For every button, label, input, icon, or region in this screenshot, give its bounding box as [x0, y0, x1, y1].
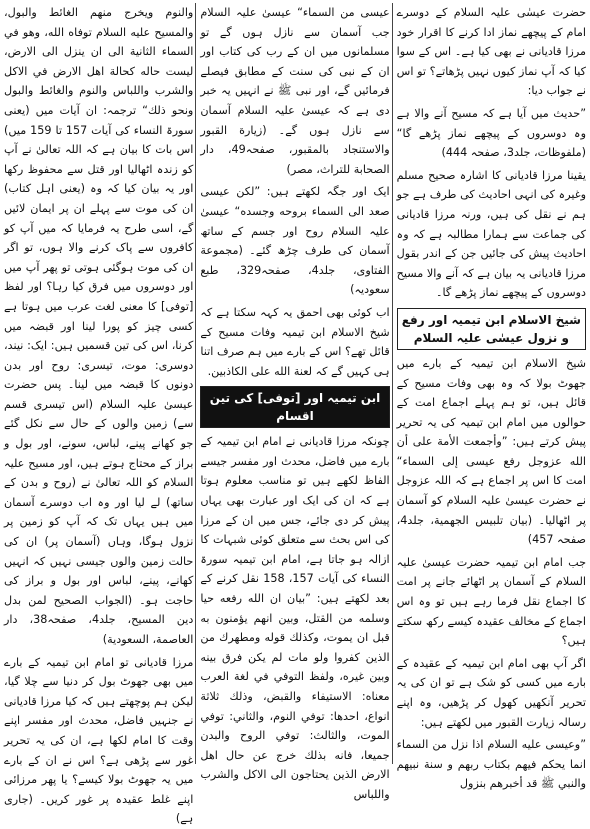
- paragraph: عیسى من السماء“ عیسیٰ علیہ السلام جب آسمان سے نازل ہوں گے تو مسلمانوں میں ان کے رب کی کتاب اور ان کے نبی کی سنت کے مطابق فیصلے فرمائیں گے، اور نبی ﷺ نے انہیں یہ خبر دی ہے کہ عیسیٰ علیہ السلام آسمان سے نازل ہوں گے۔ (زيارة القبور والاستنجاد بالمقبور، صفحہ49، دار الصحابة للتراث، مصر): [200, 6, 390, 176]
- paragraph: جب امام ابن تیمیہ حضرت عیسیٰ علیہ السلام کے آسمان پر اٹھائے جانے پر امت کا اجماع نقل فرما رہے ہیں تو وہ اس اجماع کے مخالف عقیدہ کیسے رکھ سکتے ہیں؟: [396, 555, 586, 648]
- paragraph: اگر آپ بھی امام ابن تیمیہ کے عقیدہ کے بارے میں کسی کو شک ہے تو ان کی یہ تحریر آنکھیں کھول کر پڑھیں، وہ اپنے رسالہ زیارت القبور میں لکھتے ہیں:: [396, 656, 586, 729]
- paragraph: حضرت عیسٰی علیہ السلام کے دوسرے امام کے پیچھے نماز ادا کرنے کا اقرار خود مرزا قادیانی نے بھی کیا ہے۔ اس کے سوا کیا کہ آپ نماز کیوں نہیں پڑھاتے؟ تو اس نے جواب دیا:: [396, 6, 586, 98]
- paragraph: چونکہ مرزا قادیانی نے امام ابن تیمیہ کے بارے میں فاضل، محدث اور مفسر جیسے الفاظ لکھے ہیں تو مناسب معلوم ہوتا ہے کہ ان کی ایک اور عبارت بھی یہاں پیش کر دی جائے، جس میں ان کے مرزا کی اس بحث سے متعلق کوئی شبہات کا ازالہ ہو جاتا ہے، امام ابن تیمیہ سورۃ النساء کی آیات 157، 158 نقل کرنے کے بعد لکھتے ہیں: ”بيان ان الله رفعه حيا وسلمه من القتل، وبين انهم يؤمنون به قبل ان يموت، وكذلك قوله ومطهرك من الذين كفروا ولو مات لم يكن فرق بينه وبين غيره، ولفظ التوفي في لغة العرب معناه: الاستيفاء والقبض، وذلك ثلاثة انواع، احدها: توفي النوم، والثاني: توفي الموت، والثالث: توفي الروح والبدن جميعا، فانه بذلك خرج عن حال اهل الارض الذين يحتاجون الى الاكل والشرب واللباس: [200, 435, 390, 801]
- paragraph: شیخ الاسلام ابن تیمیہ کے بارے میں جھوٹ بولا کہ وہ بھی وفات مسیح کے قائل ہیں، تو ہم پہلے اجماع امت کے حوالوں میں امام ابن تیمیہ کی یہ تحریر پیش کرتے ہیں: ”وأجمعت الأمة على أن الله عزوجل رفع عيسى إلى السماء“ امت کا اس پر اجماع ہے کہ اللہ عزوجل نے حضرت عیسیٰ علیہ السلام کو آسمان پر اٹھالیا۔ (بيان تلبيس الجهمية، جلد4، صفحہ 457): [396, 356, 586, 547]
- paragraph: ”حدیث میں آیا ہے کہ مسیح آنے والا ہے وہ دوسروں کے پیچھے نماز پڑھے گا“ (ملفوظات، جلد3، صفحہ 444): [396, 106, 586, 160]
- section-heading: شیخ الاسلام ابن تیمیہ اور رفع و نزول عیسٰی علیہ السلام: [397, 308, 586, 350]
- paragraph: یقینا مرزا قادیانی کا اشارہ صحیح مسلم وغیرہ کی انہی احادیث کی طرف ہے جو ہم نے نقل کی ہیں، ورنہ مرزا قادیانی کی جماعت سے ہمارا مطالبہ ہے کہ وہ احادیث پیش کی جائیں جن کے اندر بقول مرزا قادیانی یہ بیان ہے کہ آنے والا مسیح دوسروں کے پیچھے نماز پڑھے گا۔: [396, 168, 586, 300]
- paragraph: ایک اور جگہ لکھتے ہیں: ”لكن عيسى صعد الى السماء بروحه وجسده“ عیسیٰ علیہ السلام روح اور جسم کے ساتھ آسمان کی طرف چڑھ گئے۔ (مجموعة الفتاوى، جلد4، صفحہ329، طبع سعودیہ): [200, 185, 390, 297]
- section-heading: ابن تیمیہ اور [توفی] کی تین اقسام: [200, 386, 389, 428]
- column-left: [4, 3, 196, 826]
- paragraph: اب کوئی بھی احمق یہ کہہ سکتا ہے کہ شیخ الاسلام ابن تیمیہ وفات مسیح کے قائل تھے؟ اس کے بارے میں ہم صرف اتنا ہی کہیں گے کہ لعنة الله على الكاذبين.: [200, 305, 390, 378]
- column-right: [396, 3, 586, 791]
- paragraph: ”وعيسى عليه السلام اذا نزل من السماء انما يحكم فيهم بكتاب ربهم و سنة نبيهم والنبي ﷺ قد أخبرهم بنزول: [396, 738, 586, 791]
- paragraph: والنوم ويخرج منهم الغائط والبول، والمسيح عليه السلام توفاه الله، وهو في السماء الثانية الى ان ينزل الى الارض، ليست حاله كحالة اهل الارض في الاكل والشرب واللباس والنوم والغائط والبول ونحو ذلك“ ترجمہ: ان آیات میں (یعنی سورۃ النساء کی آیات 157 تا 159 میں) اس بات کا بیان ہے کہ اللہ تعالیٰ نے آپ کو زندہ اٹھالیا اور قتل سے محفوظ رکھا اور یہ بیان کیا کہ وہ (یعنی اہل کتاب) ان کی موت سے پہلے ان پر ایمان لائیں گے، اسی طرح یہ فرمایا کہ میں آپ کو کافروں سے پاک کرنے والا ہوں، تو اگر ان کی موت ہوگئی ہوتی تو پھر آپ میں اور دوسروں میں فرق کیا رہا؟ اور لفظ [توفی] کا معنی لغت عرب میں ہوتا ہے کسی چیز کو پورا لینا اور قبضہ میں کرنا، اس کی تین قسمیں ہیں: ایک: نیند، دوسری: موت، تیسری: روح اور بدن دونوں کا قبضہ میں لینا۔ پس حضرت عیسیٰ علیہ السلام (اس تیسری قسم سے) زمین والوں کے حال سے نکل گئے جو کھانے پینے، لباس، سونے، اور بول و براز کے محتاج ہوتے ہیں، اور مسیح علیہ السلام کو اللہ تعالیٰ نے (روح و بدن کے ساتھ) لے لیا اور وہ اب دوسرے آسمان میں ہیں یہاں تک کہ آپ کو زمین پر نزول ہوگا، وہاں (آسمان پر) ان کی حالت زمین والوں جیسی نہیں کہ انہیں کھانے، پینے، لباس اور بول و براز کی حاجت ہو۔ (الجواب الصحيح لمن بدل دين المسيح، جلد4، صفحہ38، دار العاصمة، السعودية): [4, 6, 194, 646]
- paragraph: مرزا قادیانی تو امام ابن تیمیہ کے بارے میں بھی جھوٹ بول کر دنیا سے چلا گیا، لیکن ہم پوچھتے ہیں کہ کیا مرزا قادیانی نے جنہیں فاضل، محدث اور مفسر اپنے وقت کا امام لکھا ہے، ان کی یہ تحریر غور سے پڑھی ہے؟ اس نے ان کے بارے میں یہ جھوٹ بولا کیسے؟ یا پھر مرزائی اپنے غلط عقیدہ پر غور کریں۔ (جاری ہے): [4, 655, 194, 826]
- column-middle: [200, 3, 392, 801]
